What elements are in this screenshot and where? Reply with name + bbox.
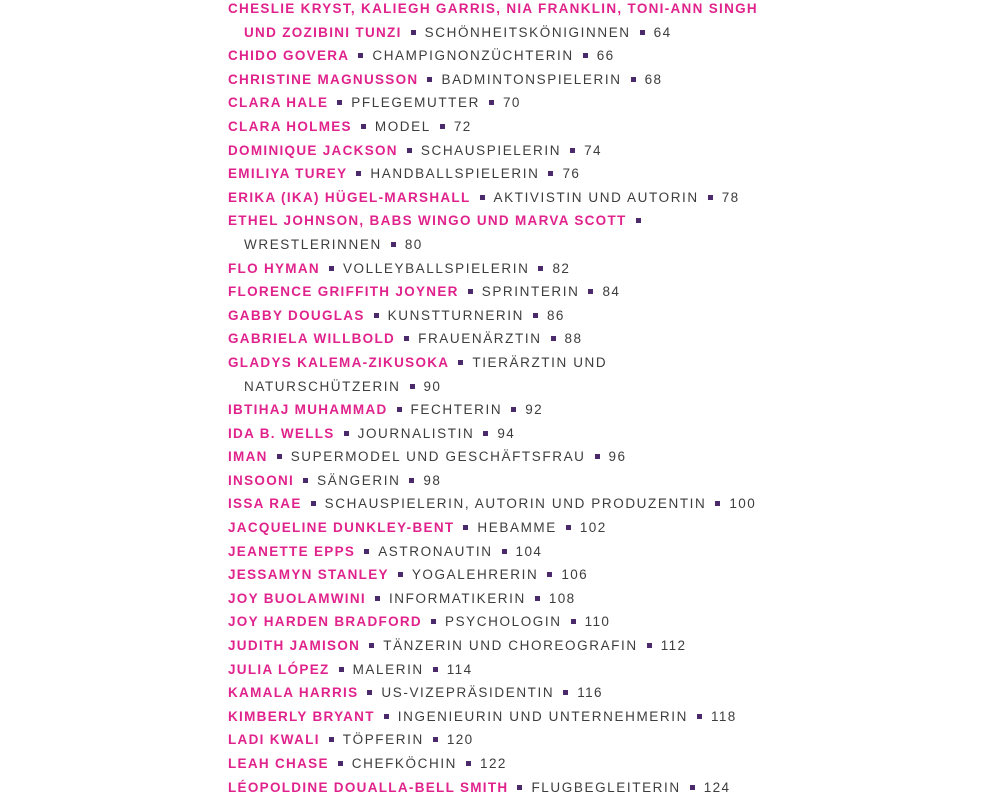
entry-name: INSOONI [228,472,295,488]
entry-name: JUDITH JAMISON [228,638,361,654]
square-bullet-icon [409,478,414,483]
square-bullet-icon [440,124,445,129]
entry-name: LADI KWALI [228,732,320,748]
square-bullet-icon [583,53,588,58]
entry-name: JULIA LÓPEZ [228,661,330,677]
entry-page: 82 [552,260,571,276]
toc-entry [228,634,988,658]
entry-name: KIMBERLY BRYANT [228,708,375,724]
entry-role: AKTIVISTIN UND AUTORIN [493,189,699,205]
square-bullet-icon [489,100,494,105]
entry-name: KAMALA HARRIS [228,685,359,701]
square-bullet-icon [337,100,342,105]
square-bullet-icon [433,737,438,742]
square-bullet-icon [551,336,556,341]
toc-entry [228,162,988,186]
entry-role: FRAUENÄRZTIN [418,331,542,347]
square-bullet-icon [535,596,540,601]
toc-entry [228,398,988,422]
entry-role: INFORMATIKERIN [388,590,526,606]
entry-name: JACQUELINE DUNKLEY-BENT [228,520,455,536]
entry-role: SCHAUSPIELERIN [420,142,562,158]
toc-entry [228,280,988,304]
entry-name: JOY BUOLAMWINI [228,590,366,606]
entry-name: DOMINIQUE JACKSON [228,142,398,158]
entry-name: FLO HYMAN [228,260,320,276]
square-bullet-icon [384,714,389,719]
toc-entry [228,115,988,139]
square-bullet-icon [483,431,488,436]
toc-entry [228,257,988,281]
entry-role: FECHTERIN [410,402,503,418]
square-bullet-icon [397,407,402,412]
toc-entry [228,469,988,493]
toc-entry [228,0,988,21]
entry-page: 120 [446,732,474,748]
entry-page: 104 [515,543,543,559]
square-bullet-icon [277,454,282,459]
square-bullet-icon [563,690,568,695]
entry-name: IMAN [228,449,268,465]
square-bullet-icon [369,643,374,648]
square-bullet-icon [358,53,363,58]
square-bullet-icon [374,313,379,318]
entry-role: PSYCHOLOGIN [444,614,562,630]
entry-page: 80 [404,236,423,252]
entry-role: US-VIZEPRÄSIDENTIN [381,685,555,701]
square-bullet-icon [511,407,516,412]
entry-page: 112 [660,638,687,654]
entry-page: 124 [703,779,731,795]
entry-role: SPRINTERIN [481,284,580,300]
entry-page: 92 [525,402,544,418]
toc-entry [228,587,988,611]
entry-page: 76 [562,166,581,182]
entry-role: MODEL [374,118,431,134]
entry-name: JOY HARDEN BRADFORD [228,614,422,630]
square-bullet-icon [466,761,471,766]
entry-name: FLORENCE GRIFFITH JOYNER [228,284,459,300]
entry-page: 110 [584,614,611,630]
square-bullet-icon [364,549,369,554]
entry-role: PFLEGEMUTTER [351,95,480,111]
toc-entry [228,422,988,446]
entry-name: ETHEL JOHNSON, BABS WINGO UND MARVA SCOTT [228,213,627,229]
square-bullet-icon [404,336,409,341]
entry-page: 74 [584,142,602,158]
entry-page: 72 [453,118,472,134]
toc-entry [228,540,988,564]
square-bullet-icon [595,454,600,459]
entry-name: CLARA HALE [228,95,329,111]
square-bullet-icon [548,171,553,176]
entry-page: 98 [423,472,442,488]
entry-page: 78 [721,189,740,205]
square-bullet-icon [311,501,316,506]
square-bullet-icon [468,289,473,294]
entry-role: SÄNGERIN [317,472,401,488]
square-bullet-icon [715,501,720,506]
entry-role: TÖPFERIN [342,732,424,748]
entry-page: 66 [596,48,615,64]
toc-entry [228,327,988,351]
square-bullet-icon [427,77,432,82]
entry-page: 86 [546,307,565,323]
square-bullet-icon [566,525,571,530]
square-bullet-icon [631,77,636,82]
square-bullet-icon [463,525,468,530]
entry-page: 96 [608,449,627,465]
entry-name: IBTIHAJ MUHAMMAD [228,402,388,418]
entry-page: 64 [653,24,672,40]
square-bullet-icon [344,431,349,436]
square-bullet-icon [640,30,645,35]
entry-role: WRESTLERINNEN [244,236,382,252]
entry-name: JEANETTE EPPS [228,543,356,559]
entry-role: JOURNALISTIN [357,425,475,441]
entry-name: GABBY DOUGLAS [228,307,365,323]
entry-name: GLADYS KALEMA-ZIKUSOKA [228,354,450,370]
square-bullet-icon [410,384,415,389]
square-bullet-icon [571,619,576,624]
toc-entry [228,91,988,115]
toc-entry-continuation [228,233,988,257]
entry-role: FLUGBEGLEITERIN [531,779,681,795]
entry-role: MALERIN [352,661,424,677]
entry-name: CHESLIE KRYST, KALIEGH GARRIS, NIA FRANKLIN, TONI-ANN SINGH [228,1,758,16]
square-bullet-icon [329,266,334,271]
square-bullet-icon [391,242,396,247]
toc-entry [228,139,988,163]
entry-name: LÉOPOLDINE DOUALLA-BELL SMITH [228,779,509,795]
square-bullet-icon [375,596,380,601]
toc-entry [228,209,988,233]
entry-page: 114 [446,661,473,677]
entry-page: 70 [502,95,521,111]
entry-page: 68 [644,71,663,87]
toc-entry [228,186,988,210]
square-bullet-icon [547,572,552,577]
square-bullet-icon [361,124,366,129]
square-bullet-icon [517,785,522,790]
square-bullet-icon [647,643,652,648]
entry-page: 116 [577,685,603,701]
toc-entry [228,752,988,776]
entry-name: ERIKA (IKA) HÜGEL-MARSHALL [228,189,471,205]
entry-page: 108 [548,590,576,606]
toc-entry [228,610,988,634]
square-bullet-icon [411,30,416,35]
entry-role: KUNSTTURNERIN [387,307,524,323]
entry-page: 100 [729,496,757,512]
square-bullet-icon [329,737,334,742]
square-bullet-icon [690,785,695,790]
entry-name: CHRISTINE MAGNUSSON [228,71,419,87]
entry-role: SUPERMODEL UND GESCHÄFTSFRAU [290,449,586,465]
toc-entry [228,516,988,540]
toc-entry [228,563,988,587]
entry-name: UND ZOZIBINI TUNZI [244,24,402,40]
entry-role: ASTRONAUTIN [378,543,493,559]
square-bullet-icon [458,360,463,365]
square-bullet-icon [398,572,403,577]
entry-role: NATURSCHÜTZERIN [244,378,401,394]
toc-entry [228,776,988,800]
entry-page: 94 [497,425,516,441]
square-bullet-icon [339,667,344,672]
square-bullet-icon [636,218,641,223]
square-bullet-icon [538,266,543,271]
entry-role: TÄNZERIN UND CHOREOGRAFIN [383,638,638,654]
toc-entry-continuation [228,21,988,45]
entry-role: BADMINTONSPIELERIN [441,71,622,87]
square-bullet-icon [588,289,593,294]
entry-role: HANDBALLSPIELERIN [370,166,540,182]
entry-name: IDA B. WELLS [228,425,335,441]
entry-page: 102 [579,520,607,536]
entry-role: CHEFKÖCHIN [351,756,458,771]
entry-role: TIERÄRZTIN UND [472,354,608,370]
square-bullet-icon [570,148,575,153]
square-bullet-icon [480,195,485,200]
square-bullet-icon [431,619,436,624]
toc-entry [228,705,988,729]
toc-entry [228,728,988,752]
square-bullet-icon [697,714,702,719]
toc-entry [228,681,988,705]
entry-role: CHAMPIGNONZÜCHTERIN [372,48,574,64]
toc-entry [228,351,988,375]
square-bullet-icon [708,195,713,200]
entry-name: EMILIYA TUREY [228,166,348,182]
entry-name: JESSAMYN STANLEY [228,567,389,583]
table-of-contents [228,0,988,799]
entry-page: 90 [423,378,442,394]
entry-role: VOLLEYBALLSPIELERIN [342,260,530,276]
square-bullet-icon [356,171,361,176]
entry-role: YOGALEHRERIN [411,567,539,583]
square-bullet-icon [533,313,538,318]
square-bullet-icon [303,478,308,483]
entry-page: 88 [564,331,583,347]
square-bullet-icon [407,148,412,153]
entry-role: HEBAMME [477,520,557,536]
toc-entry [228,492,988,516]
entry-page: 106 [561,567,589,583]
square-bullet-icon [338,761,343,766]
square-bullet-icon [502,549,507,554]
toc-entry [228,44,988,68]
entry-name: ISSA RAE [228,496,302,512]
toc-entry [228,445,988,469]
toc-entry-continuation [228,375,988,399]
entry-role: INGENIEURIN UND UNTERNEHMERIN [397,708,688,724]
entry-name: CHIDO GOVERA [228,48,350,64]
entry-name: CLARA HOLMES [228,118,352,134]
square-bullet-icon [367,690,372,695]
entry-page: 84 [602,284,621,300]
entry-name: LEAH CHASE [228,756,329,771]
entry-role: SCHÖNHEITSKÖNIGINNEN [424,24,631,40]
toc-entry [228,658,988,682]
toc-entry [228,304,988,328]
entry-role: SCHAUSPIELERIN, AUTORIN UND PRODUZENTIN [324,496,707,512]
entry-page: 118 [710,708,737,724]
square-bullet-icon [433,667,438,672]
toc-entry [228,68,988,92]
entry-page: 122 [480,756,507,771]
entry-name: GABRIELA WILLBOLD [228,331,396,347]
